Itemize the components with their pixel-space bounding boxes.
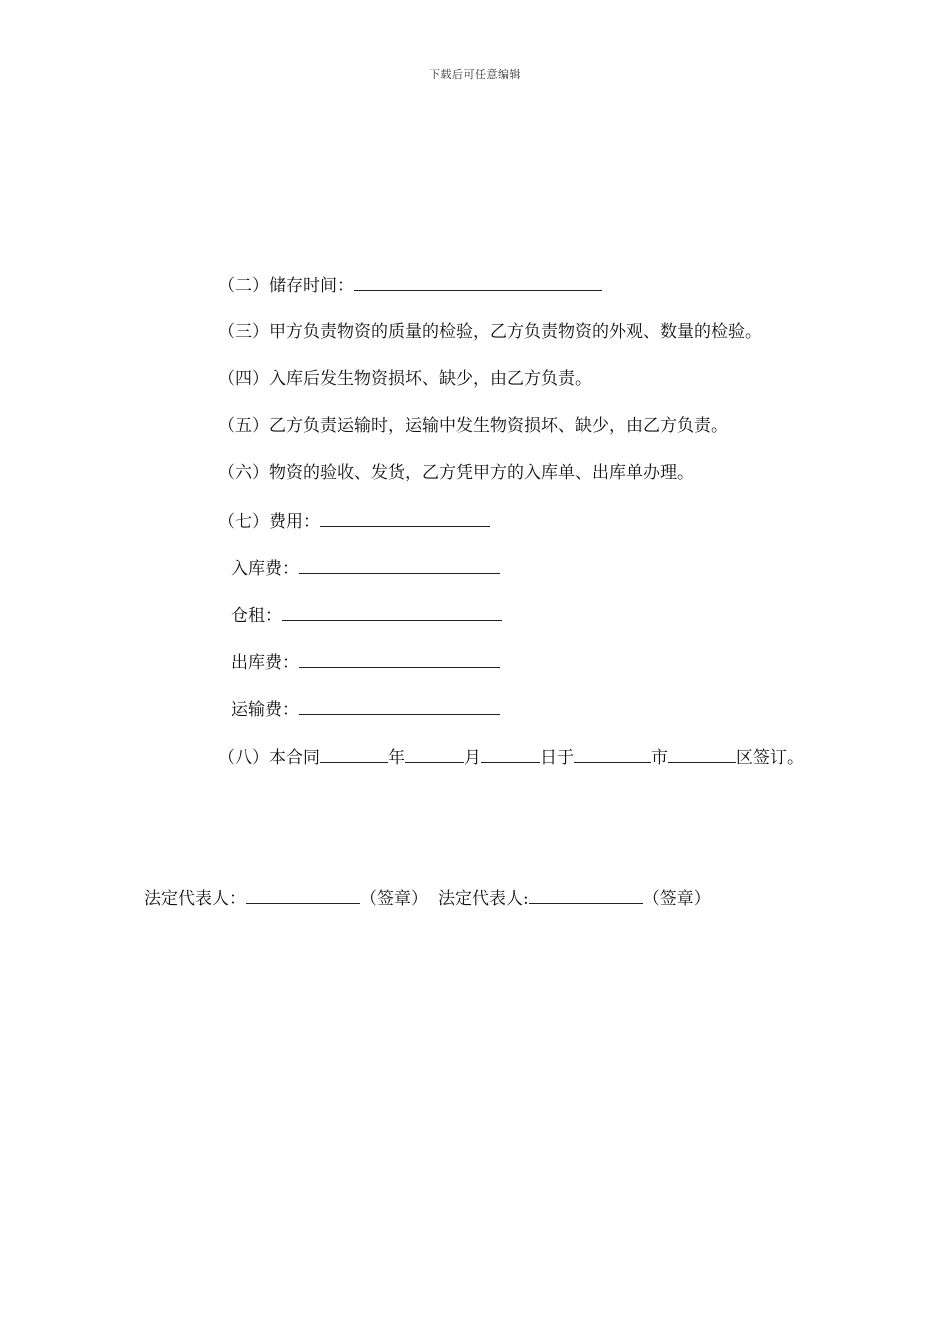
fee-transport-row	[231, 698, 500, 721]
rep-b-signature-field[interactable]	[529, 887, 643, 904]
signing-prefix: （八）本合同	[218, 748, 320, 768]
clause-transport-damage: （五）乙方负责运输时，运输中发生物资损坏、缺少，由乙方负责。	[218, 416, 728, 436]
fee-outbound-row	[231, 651, 500, 674]
clause-storage-time	[218, 274, 602, 297]
storage-time-field[interactable]	[354, 274, 602, 291]
clause-fees	[218, 510, 490, 533]
fee-outbound-field[interactable]	[299, 651, 500, 668]
clause-receipt-dispatch: （六）物资的验收、发货，乙方凭甲方的入库单、出库单办理。	[218, 463, 694, 483]
clause-fees-label: （七）费用：	[218, 512, 320, 532]
fee-transport-field[interactable]	[299, 698, 500, 715]
signing-day-label: 日于	[540, 748, 574, 768]
rep-b-seal: （签章）	[642, 889, 711, 909]
clause-storage-time-label: （二）储存时间：	[218, 276, 354, 296]
signing-district-field[interactable]	[668, 746, 736, 763]
signing-month-field[interactable]	[405, 746, 464, 763]
rep-a-signature-field[interactable]	[246, 887, 360, 904]
signing-month-label: 月	[464, 748, 481, 768]
rep-a-label: 法定代表人：	[144, 889, 246, 909]
signing-district-label: 区签订。	[736, 748, 804, 768]
fee-outbound-label: 出库费：	[231, 653, 299, 673]
signing-day-field[interactable]	[481, 746, 540, 763]
clause-damage-after-storage: （四）入库后发生物资损坏、缺少，由乙方负责。	[218, 369, 592, 389]
signing-city-label: 市	[651, 748, 668, 768]
signature-row	[144, 887, 711, 910]
fee-inbound-field[interactable]	[299, 557, 500, 574]
fee-rent-label: 仓租：	[231, 606, 282, 626]
fee-inbound-row	[231, 557, 500, 580]
header-note: 下载后可任意编辑	[429, 68, 521, 81]
signing-year-label: 年	[388, 748, 405, 768]
fee-rent-field[interactable]	[282, 604, 502, 621]
fees-field[interactable]	[320, 510, 490, 527]
fee-rent-row	[231, 604, 502, 627]
clause-signing-date-place	[218, 746, 804, 769]
fee-inbound-label: 入库费：	[231, 559, 299, 579]
fee-transport-label: 运输费：	[231, 700, 299, 720]
clause-inspection: （三）甲方负责物资的质量的检验，乙方负责物资的外观、数量的检验。	[218, 322, 762, 342]
rep-b-label: 法定代表人:	[438, 889, 529, 909]
signing-year-field[interactable]	[320, 746, 388, 763]
rep-a-seal: （签章）	[360, 889, 428, 909]
signing-city-field[interactable]	[574, 746, 651, 763]
